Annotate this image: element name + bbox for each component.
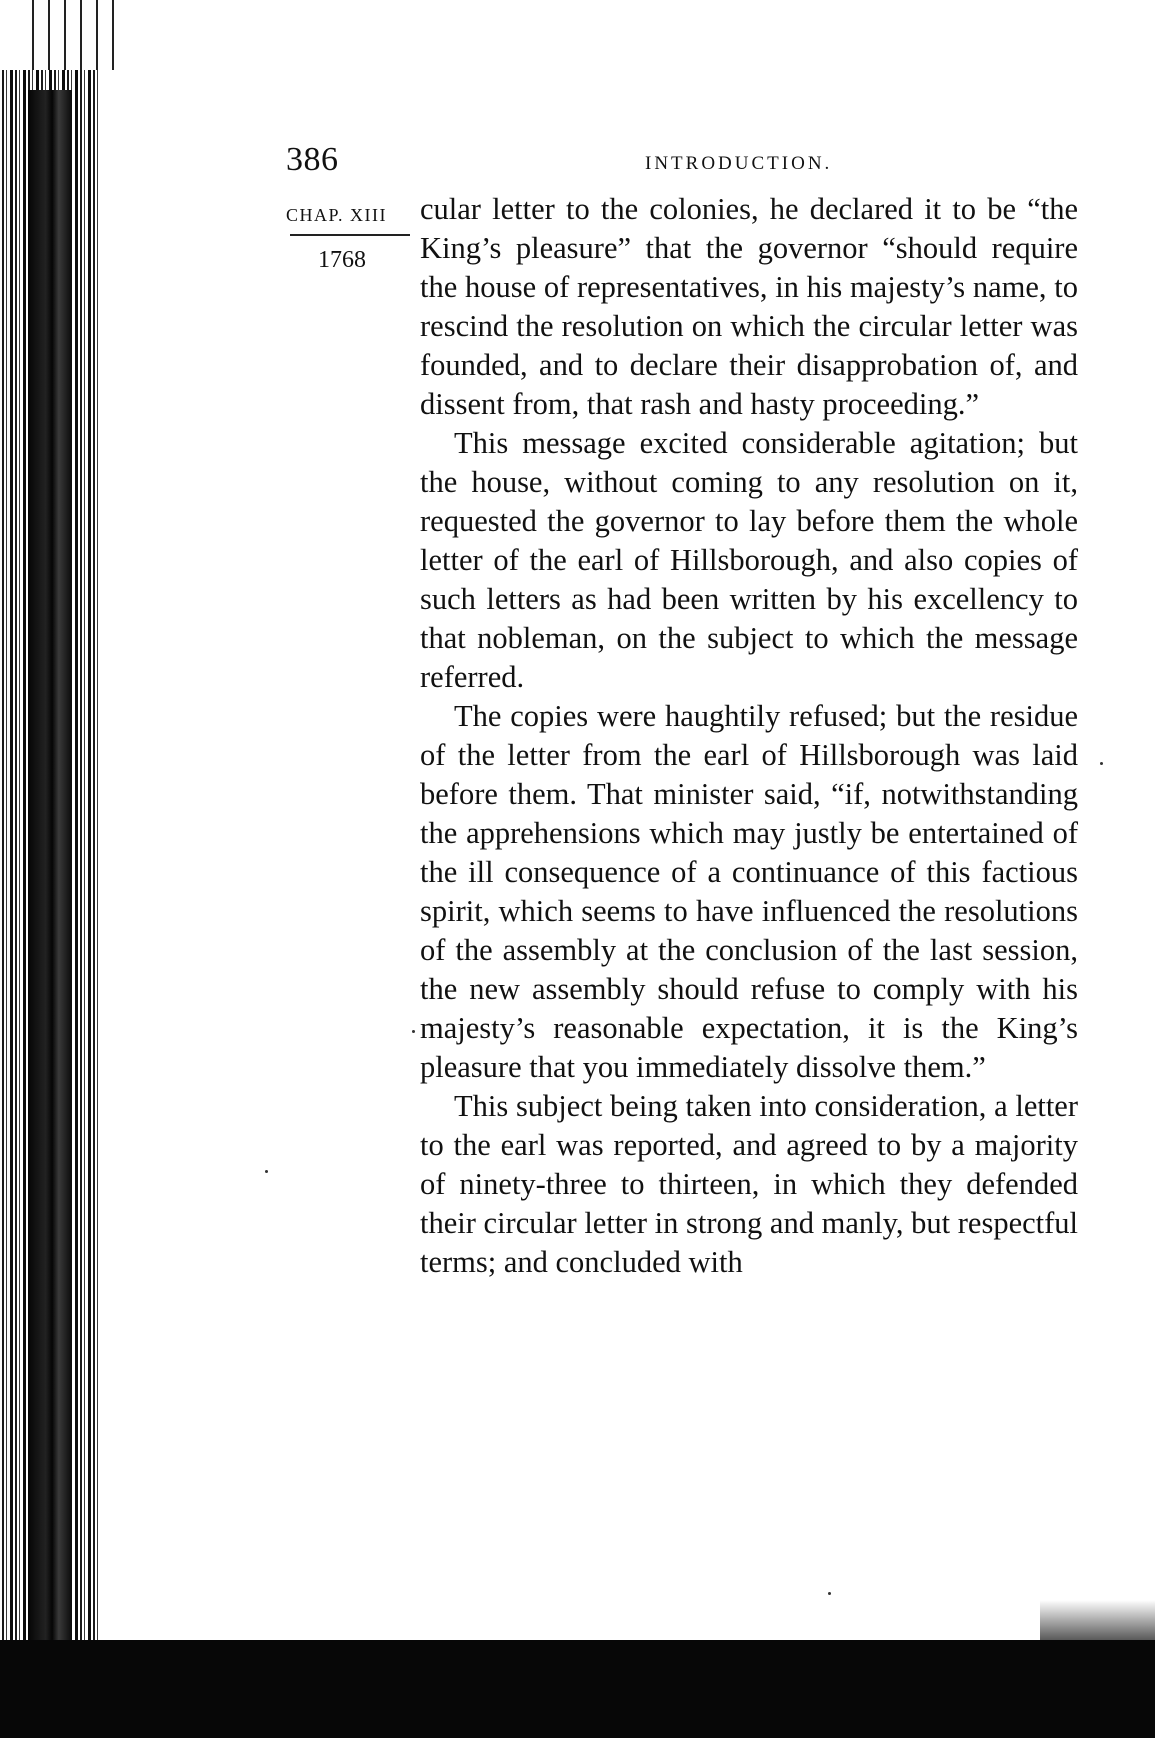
margin-year-note: 1768	[318, 247, 366, 273]
scan-speck	[828, 1592, 831, 1595]
paragraph-4: This subject being taken into consideration, a letter to the earl was reported, and agreed to by a majority of ninety-three to thirteen, in which they defended their circular letter in strong and manly, but respectful terms; and concluded with	[420, 1089, 1078, 1279]
scan-speck	[1100, 762, 1103, 765]
running-head: INTRODUCTION.	[645, 153, 833, 174]
scan-binding-shadow	[28, 90, 72, 1650]
scan-binding-top-marks	[24, 0, 124, 70]
scan-speck	[265, 1170, 268, 1173]
scan-bottom-edge-fade	[1040, 1600, 1155, 1660]
paragraph-3: The copies were haughtily refused; but the residue of the letter from the earl of Hillsborough was laid before them. That minister said, “if, notwithstanding the apprehensions which may justly be entertained of the ill consequence of a continuance of this factious spirit, which seems to have influenced the resolutions of the assembly at the conclusion of the last session, the new assembly should refuse to comply with his majesty’s reasonable expectation, it is the King’s pleasure that you immediately dissolve them.”	[420, 699, 1078, 1084]
page-number: 386	[286, 141, 339, 178]
body-text	[420, 190, 1078, 1282]
margin-chapter-note: CHAP. XIII	[286, 205, 388, 225]
paragraph-1: cular letter to the colonies, he declared it to be “the King’s pleasure” that the governor “should require the house of representatives, in his majesty’s name, to rescind the resolution on which the circular letter was founded, and to declare their disapprobation of, and dissent from, that rash and hasty proceeding.”	[420, 192, 1078, 421]
margin-rule	[290, 234, 410, 236]
scan-speck	[412, 1030, 415, 1033]
scan-bottom-edge	[0, 1640, 1155, 1738]
paragraph-2: This message excited considerable agitation; but the house, without coming to any resolution on it, requested the governor to lay before them the whole letter of the earl of Hillsborough, and also copies of such letters as had been written by his excellency to that nobleman, on the subject to which the message referred.	[420, 426, 1078, 694]
